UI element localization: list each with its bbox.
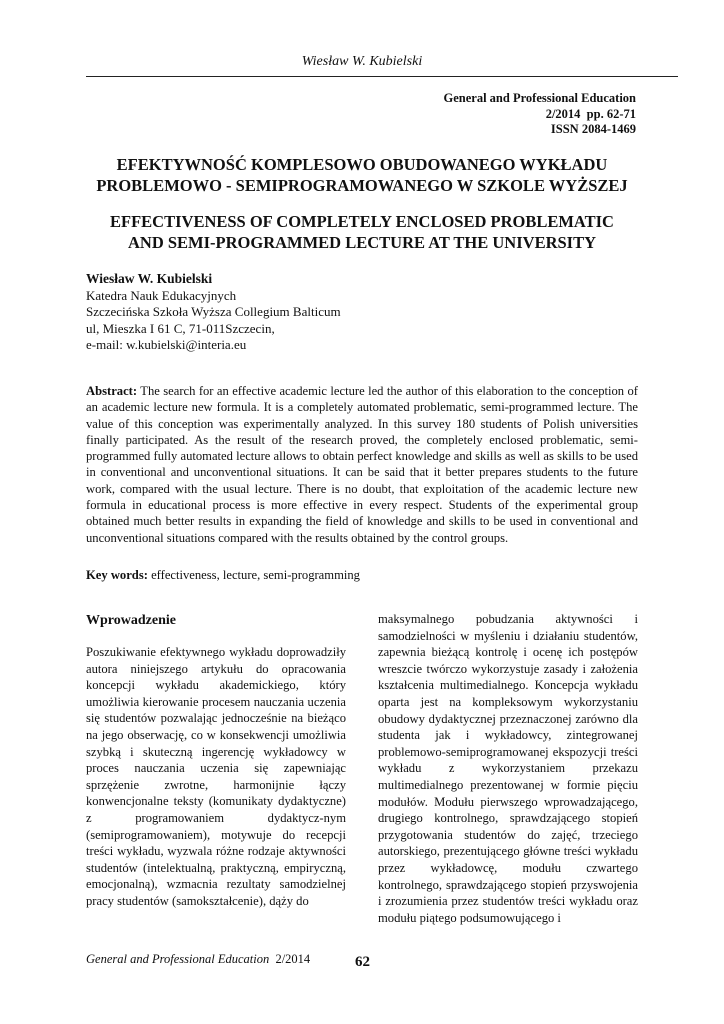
title-polish bbox=[80, 154, 644, 196]
author-block bbox=[86, 271, 341, 354]
journal-info bbox=[444, 91, 637, 138]
section-heading: Wprowadzenie bbox=[86, 613, 176, 628]
author-email: e-mail: w.kubielski@interia.eu bbox=[86, 337, 247, 353]
abstract-label: Abstract: bbox=[86, 384, 138, 398]
title-polish-line-2: PROBLEMOWO - SEMIPROGRAMOWANEGO W SZKOLE WYŻSZEJ bbox=[96, 176, 628, 195]
title-english-line-2: AND SEMI-PROGRAMMED LECTURE AT THE UNIVERSITY bbox=[127, 233, 597, 252]
footer-journal-name: General and Professional Education bbox=[86, 952, 270, 966]
body-column-left: Poszukiwanie efektywnego wykładu doprowadziły autora niniejszego artykułu do opracowania koncepcji wykładu akademickiego, który umożliwia kierowanie procesem nauczania uczenia się studentów pozwalając jednocześnie na bieżąco na jego obserwację, co w konsekwencji umożliwia szybką i skuteczną ingerencję wykładowcy w proces nauczania uczenia się zapewniając sprzężenie zwrotne, harmonijnie łączy konwencjonalne teksty (komunikaty dydaktyczne) z programowaniem dydaktycz-nym (semiprogramowaniem), motywuje do recepcji treści wykładu, wyzwala różne rodzaje aktywności studentów (intelektualną, praktyczną, empiryczną, emocjonalną), wzmacnia rezultaty samodzielnej pracy studentów (samokształcenie), dąży do bbox=[86, 645, 346, 908]
author-school: Szczecińska Szkoła Wyższa Collegium Balticum bbox=[86, 304, 341, 320]
journal-name: General and Professional Education bbox=[443, 91, 636, 105]
abstract bbox=[86, 383, 638, 546]
page-number: 62 bbox=[355, 954, 370, 970]
title-polish-line-1: EFEKTYWNOŚĆ KOMPLESOWO OBUDOWANEGO WYKŁADU bbox=[116, 155, 608, 174]
title-english bbox=[80, 211, 644, 253]
footer-journal bbox=[86, 952, 310, 967]
author-address: ul, Mieszka I 61 C, 71-011Szczecin, bbox=[86, 320, 275, 336]
abstract-text: The search for an effective academic lecture led the author of this elaboration to the conception of an academic lecture new formula. It is a completely automated problematic, semi-programmed lecture. The value of this conception was experimentally analyzed. In this survey 180 students of Polish universities finally participated. As the result of the research proved, the completely enclosed problematic, semi-programmed fully automated lecture allows to obtain perfect knowledge and skills as well as skills to be used in conventional and unconventional situations. It can be said that it better prepares students to the future work, compared with the usual lecture. There is no doubt, that exploitation of the academic lecture new formula in educational process is more effective in every respect. Students of the experimental group obtained much better results in expanding the field of knowledge and skills to be used in conventional and unconventional situations compared with the results obtained by the control groups. bbox=[86, 384, 638, 545]
journal-issn: ISSN 2084-1469 bbox=[550, 122, 636, 136]
footer-year: 2/2014 bbox=[275, 952, 311, 966]
keywords-label: Key words: bbox=[86, 568, 148, 582]
running-head: Wiesław W. Kubielski bbox=[301, 54, 423, 69]
header-rule bbox=[86, 76, 678, 77]
author-department: Katedra Nauk Edukacyjnych bbox=[86, 287, 237, 303]
journal-issue: 2/2014 pp. 62-71 bbox=[545, 106, 636, 121]
keywords-text: effectiveness, lecture, semi-programming bbox=[147, 568, 360, 582]
keywords bbox=[86, 568, 360, 583]
title-english-line-1: EFFECTIVENESS OF COMPLETELY ENCLOSED PROBLEMATIC bbox=[110, 212, 614, 231]
author-name: Wiesław W. Kubielski bbox=[86, 271, 213, 286]
body-column-right: maksymalnego pobudzania aktywności i samodzielności w myśleniu i działaniu studentów, zapewnia bieżącą kontrolę i ocenę ich postępów wreszcie twórczo wykorzystuje zasady i założenia kształcenia multimedialnego. Koncepcja wykładu oparta jest na kompleksowym wykorzystaniu obudowy dydaktycznej przeznaczonej zarówno dla studenta jak i wykładowcy, zintegrowanej problemowo-semiprogramowanej ekspozycji treści wykładu z wykorzystaniem przekazu multimedialnego prezentowanej w formie pięciu modułów. Modułu pierwszego wprowadzającego, drugiego kontrolnego, sprawdzającego stopień przygotowania studentów do zajęć, trzeciego autorskiego, prezentującego główne treści wykładu przez wykładowcę, modułu czwartego kontrolnego, sprawdzającego stopień przyswojenia i zrozumienia przez studentów treści wykładu oraz modułu piątego podsumowującego i bbox=[378, 612, 638, 925]
